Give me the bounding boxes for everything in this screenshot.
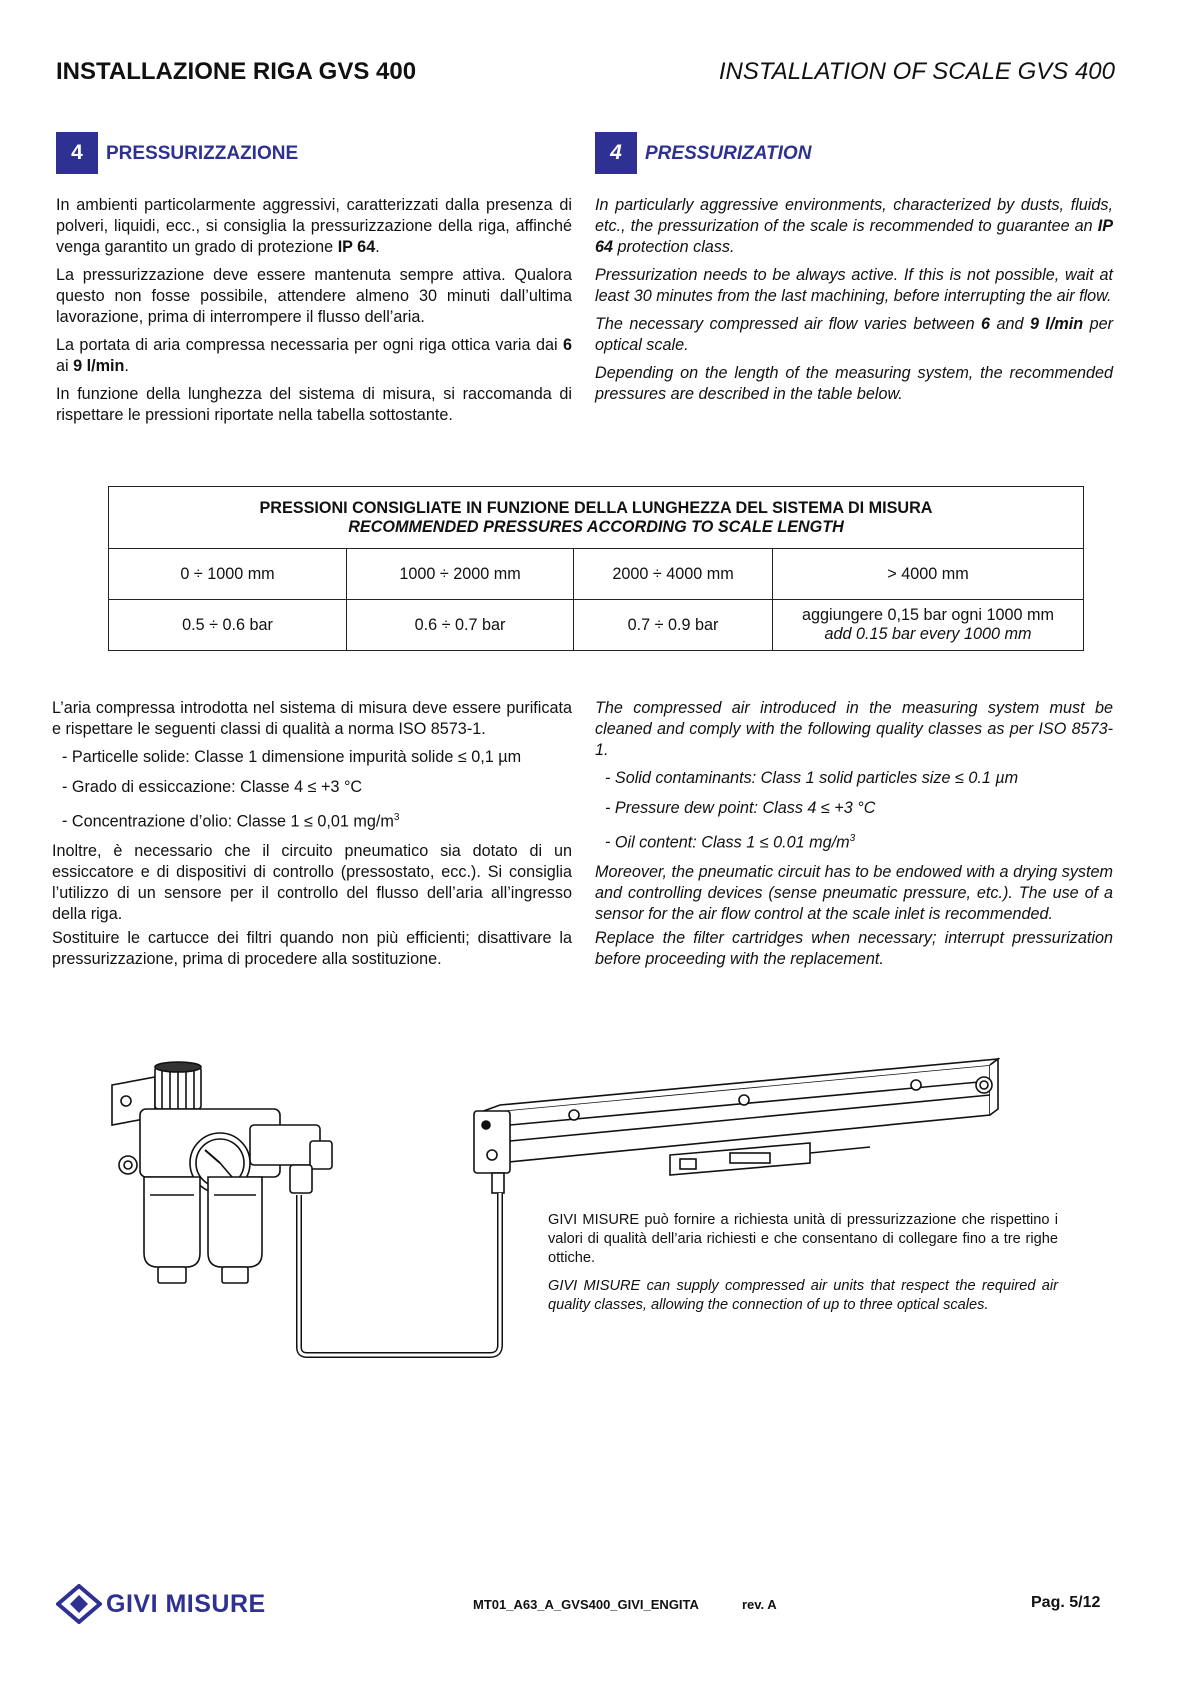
table-cell: 0.7 ÷ 0.9 bar xyxy=(574,600,773,651)
paragraph: Inoltre, è necessario che il circuito pneumatico sia dotato di un essiccatore e di dispositivi di controllo (pressostato, ecc.). Si consiglia l’utilizzo di un sensore per il controllo del flusso dell’aria all’ingresso della riga. xyxy=(52,842,572,924)
list-item: - Pressure dew point: Class 4 ≤ +3 °C xyxy=(605,798,1113,819)
table-cell: 0 ÷ 1000 mm xyxy=(109,549,347,600)
logo-text: GIVI MISURE xyxy=(106,1589,266,1618)
paragraph: La portata di aria compressa necessaria per ogni riga ottica varia dai 6 ai 9 l/min. xyxy=(56,336,572,375)
table-cell: 0.5 ÷ 0.6 bar xyxy=(109,600,347,651)
figure-note-it: GIVI MISURE può fornire a richiesta unità di pressurizzazione che rispettino i valori di qualità dell’aria richiesti e che consentano di collegare fino a tre righe ottiche. xyxy=(548,1212,1058,1266)
paragraph: L’aria compressa introdotta nel sistema di misura deve essere purificata e rispettare le seguenti classi di qualità a norma ISO 8573-1. xyxy=(52,699,572,738)
section-number-en: 4 xyxy=(595,132,637,174)
paragraph: In funzione della lunghezza del sistema di misura, si raccomanda di rispettare le pressioni riportate nella tabella sottostante. xyxy=(56,385,572,424)
paragraph: Moreover, the pneumatic circuit has to be endowed with a drying system and controlling devices (sense pneumatic pressure, etc.). The use of a sensor for the air flow control at the scale inlet is recommended. xyxy=(595,863,1113,924)
section-number-it: 4 xyxy=(56,132,98,174)
list-item: - Grado di essiccazione: Classe 4 ≤ +3 °C xyxy=(62,777,572,798)
paragraph: In ambienti particolarmente aggressivi, caratterizzati dalla presenza di polveri, liquidi, ecc., si consiglia la pressurizzazione della riga, affinché venga garantito un grado di protezione IP 64. xyxy=(56,196,572,256)
list-item: - Particelle solide: Classe 1 dimensione impurità solide ≤ 0,1 µm xyxy=(62,747,572,768)
figure-note-en: GIVI MISURE can supply compressed air units that respect the required air quality classes, allowing the connection of up to three optical scales. xyxy=(548,1278,1058,1313)
paragraph: Pressurization needs to be always active. If this is not possible, wait at least 30 minutes from the last machining, before interrupting the air flow. xyxy=(595,266,1113,305)
table-row xyxy=(109,549,1084,600)
list-item: - Concentrazione d’olio: Classe 1 ≤ 0,01 $mg/m^3$ xyxy=(62,807,572,832)
paragraph: La pressurizzazione deve essere mantenuta sempre attiva. Qualora questo non fosse possibile, attendere almeno 30 minuti dall’ultima lavorazione, prima di interrompere il flusso dell’aria. xyxy=(56,266,572,326)
scale-end-cap xyxy=(474,1111,510,1173)
list-item: - Solid contaminants: Class 1 solid particles size ≤ 0.1 µm xyxy=(605,768,1113,789)
page-title-it: INSTALLAZIONE RIGA GVS 400 xyxy=(56,58,417,85)
table-title: PRESSIONI CONSIGLIATE IN FUNZIONE DELLA LUNGHEZZA DEL SISTEMA DI MISURA RECOMMENDED PRESSURES ACCORDING TO SCALE LENGTH xyxy=(109,487,1084,549)
table-cell: 2000 ÷ 4000 mm xyxy=(574,549,773,600)
quality-list xyxy=(595,768,1113,853)
quality-list xyxy=(52,747,572,832)
table-cell: 1000 ÷ 2000 mm xyxy=(347,549,574,600)
page-title-en: INSTALLATION OF SCALE GVS 400 xyxy=(718,58,1115,85)
air-hose xyxy=(299,1193,500,1355)
figure-note xyxy=(548,1211,1058,1324)
revision: rev. A xyxy=(742,1597,777,1612)
intro-column-en xyxy=(595,195,1113,412)
table-cell: aggiungere 0,15 bar ogni 1000 mm add 0.15 bar every 1000 mm xyxy=(773,600,1084,651)
paragraph: The compressed air introduced in the measuring system must be cleaned and comply with the following quality classes as per ISO 8573-1. xyxy=(595,699,1113,759)
list-item: - Oil content: Class 1 ≤ 0.01 $mg/m^3$ xyxy=(605,828,1113,853)
paragraph: In particularly aggressive environments, characterized by dusts, fluids, etc., the pressurization of the scale is recommended to guarantee an IP 64 protection class. xyxy=(595,196,1113,256)
quality-column-it xyxy=(52,698,572,977)
intro-column-it xyxy=(56,195,572,433)
paragraph: Depending on the length of the measuring system, the recommended pressures are described in the table below. xyxy=(595,364,1113,403)
filter-bowl xyxy=(144,1177,200,1267)
section-title-en: PRESSURIZATION xyxy=(645,143,812,164)
givi-logo-icon xyxy=(56,1584,102,1624)
filter-bowl xyxy=(208,1177,262,1267)
quality-column-en xyxy=(595,698,1113,977)
page-number: Pag. 5/12 xyxy=(1031,1594,1101,1611)
paragraph: Replace the filter cartridges when necessary; interrupt pressurization before proceeding with the replacement. xyxy=(595,929,1113,969)
paragraph: Sostituire le cartucce dei filtri quando non più efficienti; disattivare la pressurizzazione, prima di procedere alla sostituzione. xyxy=(52,929,572,969)
section-title-it: PRESSURIZZAZIONE xyxy=(106,143,299,164)
pressure-table xyxy=(108,486,1084,651)
paragraph: The necessary compressed air flow varies between 6 and 9 l/min per optical scale. xyxy=(595,315,1113,354)
table-cell: > 4000 mm xyxy=(773,549,1084,600)
table-cell: 0.6 ÷ 0.7 bar xyxy=(347,600,574,651)
document-code: MT01_A63_A_GVS400_GIVI_ENGITA xyxy=(473,1597,699,1612)
company-logo xyxy=(56,1584,266,1624)
table-row xyxy=(109,600,1084,651)
